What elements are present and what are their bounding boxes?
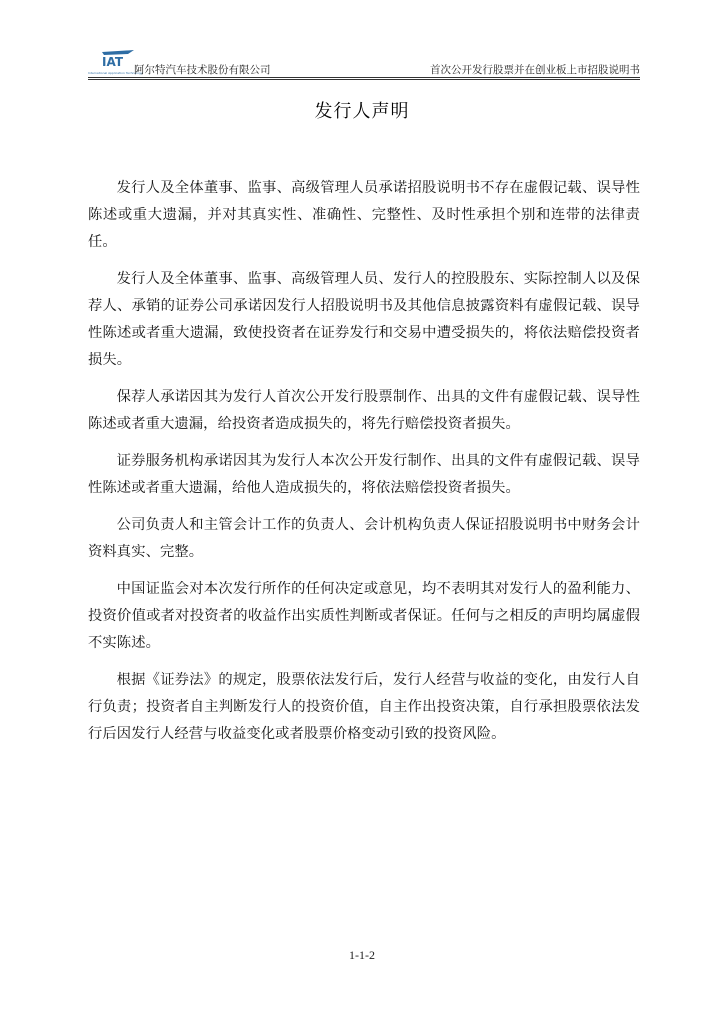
paragraph: 证券服务机构承诺因其为发行人本次公开发行制作、出具的文件有虚假记载、误导性陈述或者重大遗漏，给他人造成损失的，将依法赔偿投资者损失。 bbox=[88, 453, 640, 496]
paragraph: 发行人及全体董事、监事、高级管理人员承诺招股说明书不存在虚假记载、误导性陈述或重大遗漏，并对其真实性、准确性、完整性、及时性承担个别和连带的法律责任。 bbox=[88, 180, 640, 250]
page-number: 1-1-2 bbox=[349, 948, 375, 962]
logo-text: IAT bbox=[102, 55, 124, 69]
company-name: 阿尔特汽车技术股份有限公司 bbox=[134, 64, 271, 76]
document-title: 首次公开发行股票并在创业板上市招股说明书 bbox=[430, 64, 640, 76]
header-rule-secondary bbox=[88, 79, 640, 80]
paragraph: 公司负责人和主管会计工作的负责人、会计机构负责人保证招股说明书中财务会计资料真实、完整。 bbox=[88, 517, 640, 560]
paragraph: 根据《证券法》的规定，股票依法发行后，发行人经营与收益的变化，由发行人自行负责；投资者自主判断发行人的投资价值，自主作出投资决策，自行承担股票依法发行后因发行人经营与收益变化或者股票价格变动引致的投资风险。 bbox=[88, 672, 640, 742]
header-rule bbox=[88, 77, 640, 78]
statement-body bbox=[88, 175, 640, 758]
paragraph: 中国证监会对本次发行所作的任何决定或意见，均不表明其对发行人的盈利能力、投资价值或者对投资者的收益作出实质性判断或者保证。任何与之相反的声明均属虚假不实陈述。 bbox=[88, 581, 640, 651]
page-header bbox=[88, 48, 640, 78]
paragraph: 发行人及全体董事、监事、高级管理人员、发行人的控股股东、实际控制人以及保荐人、承销的证券公司承诺因发行人招股说明书及其他信息披露资料有虚假记载、误导性陈述或者重大遗漏，致使投资者在证券发行和交易中遭受损失的，将依法赔偿投资者损失。 bbox=[88, 271, 640, 368]
paragraph: 保荐人承诺因其为发行人首次公开发行股票制作、出具的文件有虚假记载、误导性陈述或者重大遗漏，给投资者造成损失的，将先行赔偿投资者损失。 bbox=[88, 389, 640, 432]
company-logo-icon bbox=[88, 48, 143, 76]
page-title: 发行人声明 bbox=[314, 101, 410, 122]
logo-subtext: International Application Technology bbox=[88, 71, 143, 75]
